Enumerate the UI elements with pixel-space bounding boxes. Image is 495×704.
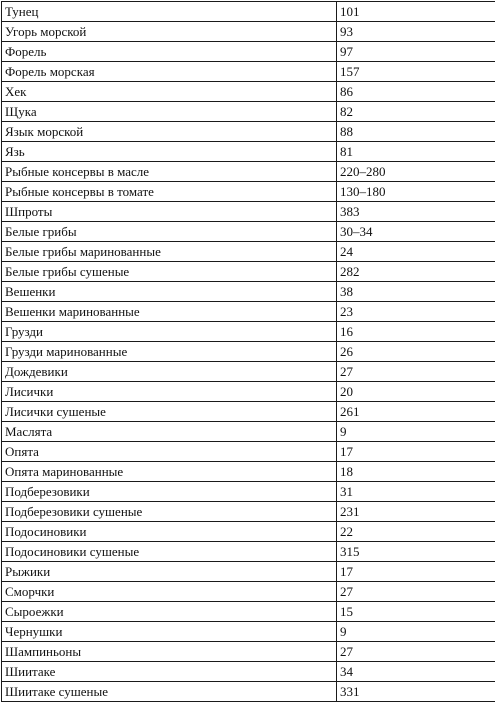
table-row (2, 382, 495, 402)
product-name-cell: Сморчки (2, 582, 337, 602)
table-row (2, 162, 495, 182)
product-name-cell: Тунец (2, 2, 337, 22)
product-name-cell: Подосиновики сушеные (2, 542, 337, 562)
table-row (2, 222, 495, 242)
product-name-cell: Рыбные консервы в томате (2, 182, 337, 202)
product-name-cell: Маслята (2, 422, 337, 442)
table-row (2, 2, 495, 22)
calorie-value-cell: 331 (337, 682, 495, 702)
product-name-cell: Чернушки (2, 622, 337, 642)
calorie-value-cell: 24 (337, 242, 495, 262)
table-row (2, 682, 495, 702)
table-row (2, 62, 495, 82)
product-name-cell: Дождевики (2, 362, 337, 382)
table-row (2, 562, 495, 582)
calorie-value-cell: 20 (337, 382, 495, 402)
product-name-cell: Рыбные консервы в масле (2, 162, 337, 182)
calorie-value-cell: 157 (337, 62, 495, 82)
table-row (2, 82, 495, 102)
calorie-value-cell: 27 (337, 582, 495, 602)
product-name-cell: Вешенки (2, 282, 337, 302)
table-row (2, 642, 495, 662)
calorie-value-cell: 34 (337, 662, 495, 682)
calorie-value-cell: 383 (337, 202, 495, 222)
product-name-cell: Опята маринованные (2, 462, 337, 482)
calorie-value-cell: 101 (337, 2, 495, 22)
table-row (2, 522, 495, 542)
calorie-value-cell: 17 (337, 562, 495, 582)
product-name-cell: Белые грибы сушеные (2, 262, 337, 282)
calorie-value-cell: 130–180 (337, 182, 495, 202)
calorie-value-cell: 18 (337, 462, 495, 482)
calorie-value-cell: 15 (337, 602, 495, 622)
table-body (2, 2, 495, 702)
calorie-value-cell: 88 (337, 122, 495, 142)
product-name-cell: Белые грибы (2, 222, 337, 242)
calorie-value-cell: 22 (337, 522, 495, 542)
product-name-cell: Щука (2, 102, 337, 122)
table-row (2, 422, 495, 442)
product-name-cell: Язык морской (2, 122, 337, 142)
product-name-cell: Грузди (2, 322, 337, 342)
product-name-cell: Форель морская (2, 62, 337, 82)
product-name-cell: Сыроежки (2, 602, 337, 622)
table-row (2, 202, 495, 222)
table-row (2, 582, 495, 602)
calorie-value-cell: 93 (337, 22, 495, 42)
table-row (2, 302, 495, 322)
product-name-cell: Хек (2, 82, 337, 102)
calorie-value-cell: 315 (337, 542, 495, 562)
calorie-value-cell: 86 (337, 82, 495, 102)
product-name-cell: Шпроты (2, 202, 337, 222)
table-row (2, 502, 495, 522)
product-name-cell: Опята (2, 442, 337, 462)
product-name-cell: Лисички (2, 382, 337, 402)
calorie-value-cell: 282 (337, 262, 495, 282)
product-name-cell: Грузди маринованные (2, 342, 337, 362)
table-row (2, 182, 495, 202)
table-row (2, 262, 495, 282)
product-name-cell: Подосиновики (2, 522, 337, 542)
table-row (2, 442, 495, 462)
table-row (2, 282, 495, 302)
calorie-value-cell: 81 (337, 142, 495, 162)
table-row (2, 662, 495, 682)
calorie-value-cell: 220–280 (337, 162, 495, 182)
table-row (2, 142, 495, 162)
table-row (2, 122, 495, 142)
table-row (2, 22, 495, 42)
product-name-cell: Угорь морской (2, 22, 337, 42)
product-name-cell: Подберезовики (2, 482, 337, 502)
table-row (2, 102, 495, 122)
calorie-table (1, 1, 495, 702)
table-row (2, 322, 495, 342)
calorie-value-cell: 31 (337, 482, 495, 502)
product-name-cell: Язь (2, 142, 337, 162)
calorie-value-cell: 30–34 (337, 222, 495, 242)
product-name-cell: Шампиньоны (2, 642, 337, 662)
calorie-value-cell: 17 (337, 442, 495, 462)
table-row (2, 42, 495, 62)
calorie-value-cell: 26 (337, 342, 495, 362)
table-row (2, 242, 495, 262)
calorie-value-cell: 9 (337, 622, 495, 642)
calorie-value-cell: 27 (337, 362, 495, 382)
table-row (2, 602, 495, 622)
calorie-value-cell: 9 (337, 422, 495, 442)
calorie-value-cell: 82 (337, 102, 495, 122)
calorie-value-cell: 16 (337, 322, 495, 342)
calorie-value-cell: 23 (337, 302, 495, 322)
product-name-cell: Белые грибы маринованные (2, 242, 337, 262)
calorie-value-cell: 231 (337, 502, 495, 522)
table-row (2, 402, 495, 422)
calorie-value-cell: 261 (337, 402, 495, 422)
calorie-value-cell: 97 (337, 42, 495, 62)
product-name-cell: Шиитаке сушеные (2, 682, 337, 702)
table-row (2, 622, 495, 642)
table-row (2, 362, 495, 382)
table-row (2, 482, 495, 502)
product-name-cell: Вешенки маринованные (2, 302, 337, 322)
product-name-cell: Форель (2, 42, 337, 62)
product-name-cell: Подберезовики сушеные (2, 502, 337, 522)
product-name-cell: Лисички сушеные (2, 402, 337, 422)
table-row (2, 342, 495, 362)
calorie-value-cell: 27 (337, 642, 495, 662)
table-row (2, 542, 495, 562)
product-name-cell: Шиитаке (2, 662, 337, 682)
calorie-value-cell: 38 (337, 282, 495, 302)
table-row (2, 462, 495, 482)
product-name-cell: Рыжики (2, 562, 337, 582)
